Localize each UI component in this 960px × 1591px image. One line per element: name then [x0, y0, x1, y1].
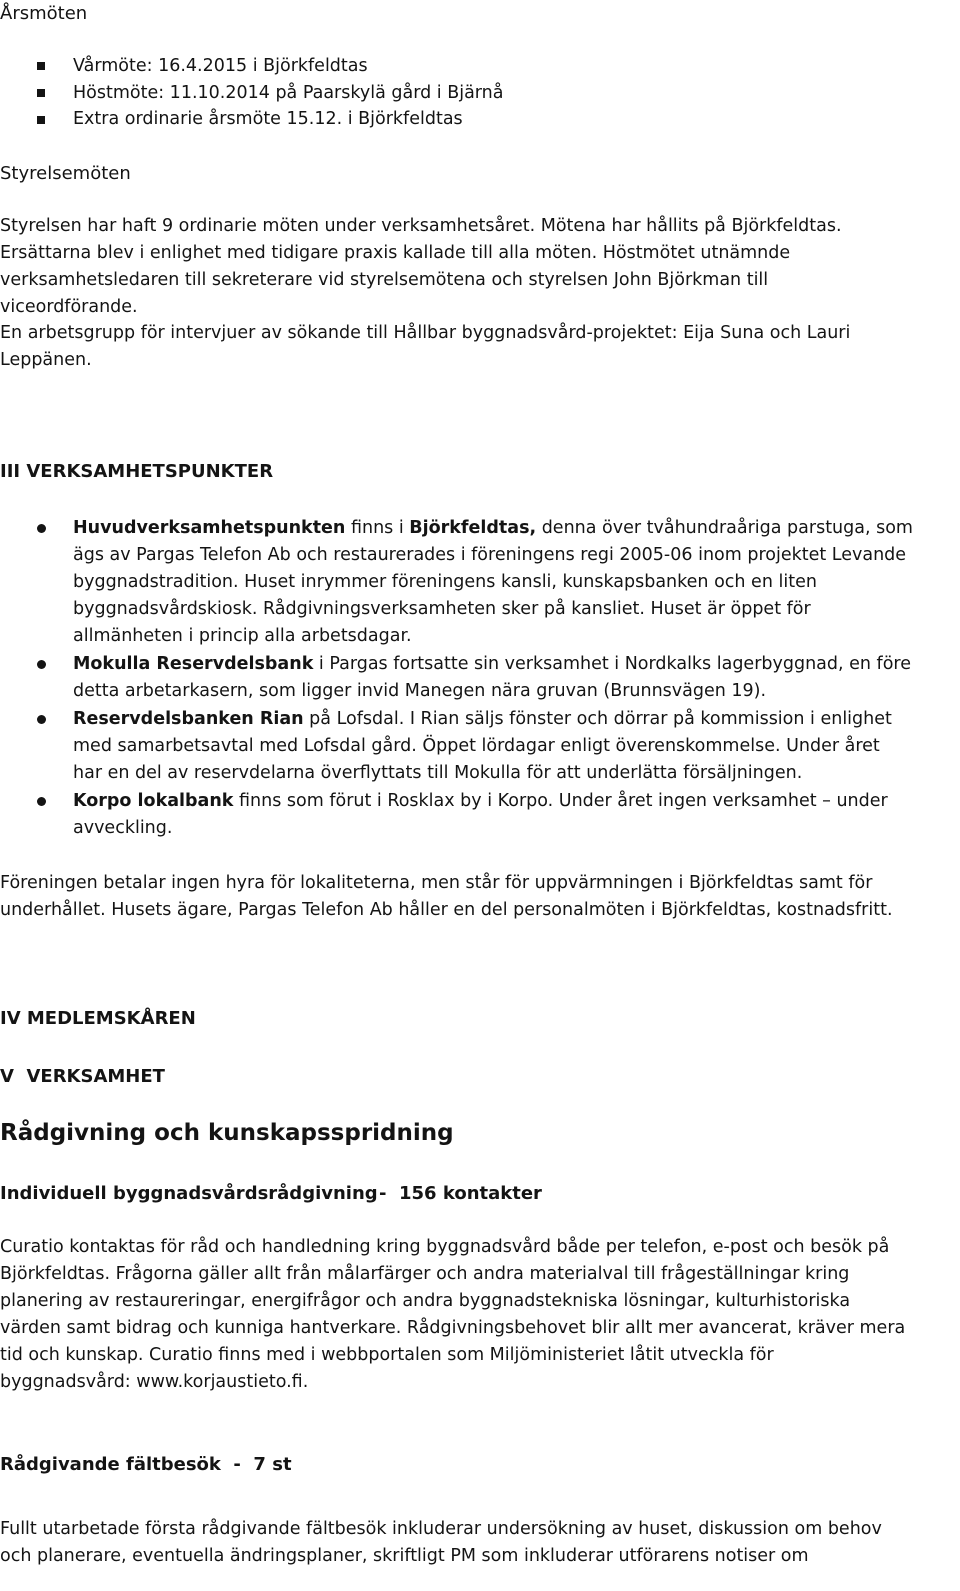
arsmoten-item: Vårmöte: 16.4.2015 i Björkfeldtas [73, 56, 368, 76]
verksamhetspunkter-heading: III VERKSAMHETSPUNKTER [0, 461, 274, 482]
bold-term: Korpo lokalbank [73, 791, 234, 811]
individuell-radgivning-label: Individuell byggnadsvårdsrådgivning [0, 1183, 378, 1204]
text-run: denna över tvåhundraåriga parstuga, som [536, 518, 913, 538]
faltbesok-paragraph [0, 1516, 942, 1570]
medlemskaren-heading: IV MEDLEMSKÅREN [0, 1008, 196, 1029]
paragraph-line: ägs av Pargas Telefon Ab och restaurerades i föreningens regi 2005-06 inom projektet Levande [73, 545, 907, 565]
paragraph-line: byggnadsvård: www.korjaustieto.fi. [0, 1372, 309, 1392]
square-bullet-icon [37, 89, 45, 97]
round-bullet-icon [37, 715, 46, 724]
paragraph-line: allmänheten i princip alla arbetsdagar. [73, 626, 412, 646]
paragraph-line: Föreningen betalar ingen hyra för lokaliteterna, men står för uppvärmningen i Björkfeldtas samt för [0, 873, 873, 893]
lokaliteter-paragraph [0, 870, 942, 924]
paragraph-line: planering av restaureringar, energifrågor och andra byggnadstekniska lösningar, kulturhistoriska [0, 1291, 851, 1311]
paragraph-line: har en del av reservdelarna överflyttats till Mokulla för att underlätta försäljningen. [73, 763, 803, 783]
styrelsemoten-paragraph [0, 213, 942, 321]
list-item-huvudverksamhetspunkten [73, 515, 942, 650]
paragraph-line: verksamhetsledaren till sekreterare vid styrelsemötena och styrelsen John Björkman till [0, 270, 769, 290]
paragraph-line: underhållet. Husets ägare, Pargas Telefon Ab håller en del personalmöten i Björkfeldtas, kostnadsfritt. [0, 900, 893, 920]
paragraph-line: Ersättarna blev i enlighet med tidigare praxis kallade till alla möten. Höstmötet utnämnde [0, 243, 791, 263]
text-run: i Pargas fortsatte sin verksamhet i Nordkalks lagerbyggnad, en före [313, 654, 911, 674]
text-run: finns i [345, 518, 410, 538]
paragraph-line [73, 706, 942, 733]
paragraph-line: värden samt bidrag och kunniga hantverkare. Rådgivningsbehovet blir allt mer avancerat, kräver mera [0, 1318, 906, 1338]
paragraph-line: Björkfeldtas. Frågorna gäller allt från målarfärger och andra materialval till frågeställningar kring [0, 1264, 850, 1284]
round-bullet-icon [37, 797, 46, 806]
arsmoten-item: Extra ordinarie årsmöte 15.12. i Björkfeldtas [73, 109, 463, 129]
paragraph-line: avveckling. [73, 818, 173, 838]
list-item-mokulla [73, 651, 942, 705]
bold-term: Reservdelsbanken Rian [73, 709, 304, 729]
bold-term: Mokulla Reservdelsbank [73, 654, 314, 674]
paragraph-line: En arbetsgrupp för intervjuer av sökande till Hållbar byggnadsvård-projektet: Eija Suna och Lauri [0, 323, 851, 343]
paragraph-line: med samarbetsavtal med Lofsdal gård. Öppet lördagar enligt överenskommelse. Under året [73, 736, 880, 756]
paragraph-line: Fullt utarbetade första rådgivande fältbesök inkluderar undersökning av huset, diskussion om behov [0, 1519, 882, 1539]
text-run: finns som förut i Rosklax by i Korpo. Under året ingen verksamhet – under [233, 791, 888, 811]
paragraph-line: viceordförande. [0, 297, 138, 317]
paragraph-line: Styrelsen har haft 9 ordinarie möten under verksamhetsåret. Mötena har hållits på Björkfeldtas. [0, 216, 842, 236]
styrelsemoten-heading: Styrelsemöten [0, 163, 131, 184]
paragraph-line: byggnadsvårdskiosk. Rådgivningsverksamheten sker på kansliet. Huset är öppet för [73, 599, 811, 619]
paragraph-line [73, 788, 942, 815]
bold-term: Björkfeldtas, [409, 518, 537, 538]
paragraph-line: detta arbetarkasern, som ligger invid Manegen nära gruvan (Brunnsvägen 19). [73, 681, 767, 701]
paragraph-line: Curatio kontaktas för råd och handledning kring byggnadsvård både per telefon, e-post och besök på [0, 1237, 890, 1257]
verksamhet-heading: V VERKSAMHET [0, 1066, 165, 1087]
square-bullet-icon [37, 116, 45, 124]
individuell-radgivning-paragraph [0, 1234, 942, 1396]
individuell-radgivning-count: - 156 kontakter [379, 1183, 542, 1204]
paragraph-line [73, 651, 942, 678]
square-bullet-icon [37, 62, 45, 70]
arbetsgrupp-paragraph [0, 320, 942, 374]
faltbesok-label: Rådgivande fältbesök - 7 st [0, 1454, 292, 1475]
round-bullet-icon [37, 524, 46, 533]
paragraph-line: Leppänen. [0, 350, 92, 370]
list-item-korpo [73, 788, 942, 842]
round-bullet-icon [37, 660, 46, 669]
bold-term: Huvudverksamhetspunkten [73, 518, 346, 538]
paragraph-line: tid och kunskap. Curatio finns med i webbportalen som Miljöministeriet låtit utveckla för [0, 1345, 774, 1365]
list-item-rian [73, 706, 942, 787]
arsmoten-item: Höstmöte: 11.10.2014 på Paarskylä gård i Bjärnå [73, 83, 504, 103]
radgivning-heading: Rådgivning och kunskapsspridning [0, 1120, 454, 1146]
paragraph-line: och planerare, eventuella ändringsplaner, skriftligt PM som inkluderar utförarens notiser om [0, 1546, 809, 1566]
arsmoten-heading: Årsmöten [0, 3, 88, 24]
paragraph-line: byggnadstradition. Huset inrymmer föreningens kansli, kunskapsbanken och en liten [73, 572, 817, 592]
text-run: på Lofsdal. I Rian säljs fönster och dörrar på kommission i enlighet [303, 709, 892, 729]
paragraph-line [73, 515, 942, 542]
